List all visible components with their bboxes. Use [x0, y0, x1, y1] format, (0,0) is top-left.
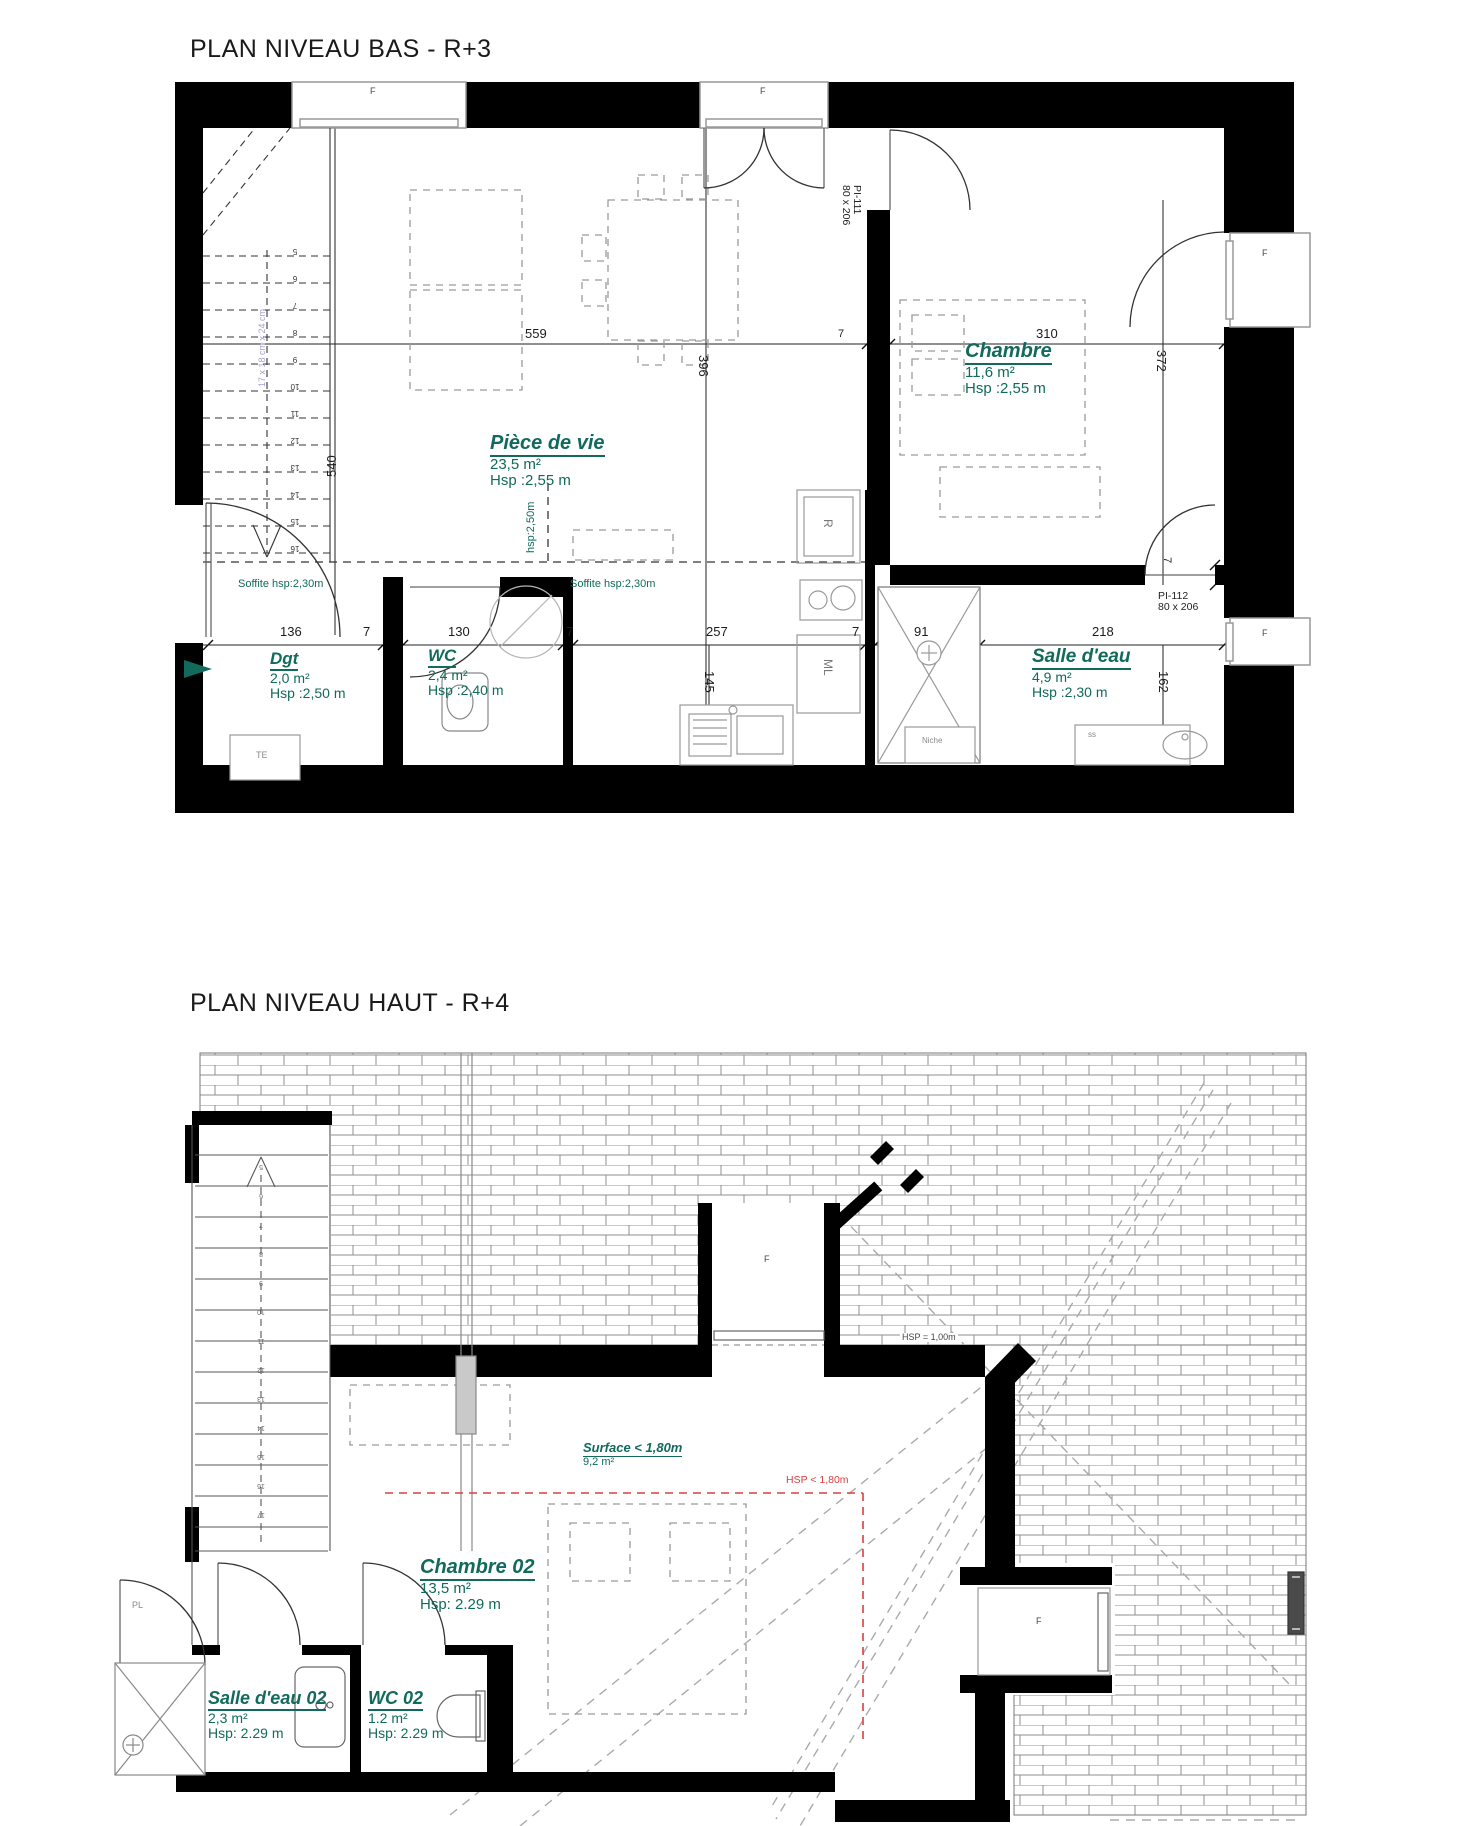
stair-step-number: 7: [259, 1221, 263, 1228]
room-chambre-name: Chambre: [965, 341, 1052, 365]
window-f-right-2: F: [1262, 628, 1269, 638]
soffit-note-left: Soffite hsp:2,30m: [238, 578, 324, 590]
room-salle-eau-name: Salle d'eau: [1032, 647, 1131, 670]
room-wc02-name: WC 02: [368, 1689, 423, 1711]
room-wc: [428, 647, 503, 697]
dim-540: 540: [324, 455, 339, 477]
room-dgt-name: Dgt: [270, 650, 298, 671]
stair-step-number: 5: [259, 1163, 263, 1170]
stair-step-number: 16: [290, 544, 300, 553]
window-f-right-1: F: [1262, 248, 1269, 258]
stair-step-number: 13: [290, 463, 300, 472]
door-tag-pi111-code: PI-111: [851, 185, 863, 215]
stair-step-number: 9: [292, 355, 298, 364]
soffit-note-mid: Soffite hsp:2,30m: [570, 578, 656, 590]
room-ch02-name: Chambre 02: [420, 1557, 535, 1581]
dim-130: 130: [448, 624, 470, 639]
doors-02: [120, 1563, 445, 1665]
dim-145: 145: [702, 671, 717, 693]
dim-559: 559: [525, 326, 547, 341]
stair-step-number: 8: [259, 1250, 263, 1257]
stair-step-number: 10: [290, 382, 300, 391]
room-salle-eau: [1032, 647, 1131, 699]
dim-218: 218: [1092, 624, 1114, 639]
room-ch02-height: Hsp: 2.29 m: [420, 1595, 501, 1613]
stair-step-number: 11: [290, 409, 300, 418]
room-ch02: [420, 1557, 535, 1613]
room-sde02: [208, 1689, 326, 1740]
stair-step-number: 11: [257, 1337, 265, 1344]
stair-step-number: 14: [257, 1424, 265, 1431]
stair-step-number: 7: [292, 301, 298, 310]
door-tag-pi111: [840, 185, 862, 225]
door-tag-pi111-size: 80 x 206: [839, 185, 852, 226]
room-piece-de-vie-name: Pièce de vie: [490, 433, 605, 457]
low-zone-name: Surface < 1,80m: [583, 1440, 683, 1455]
niche-label: Niche: [922, 736, 943, 745]
washer-label: ML: [821, 659, 835, 676]
plan-bas-title: PLAN NIVEAU BAS - R+3: [190, 35, 492, 63]
room-wc-area: 2,4 m²: [428, 666, 468, 683]
dim-396: 396: [696, 355, 711, 377]
dim-257: 257: [706, 624, 728, 639]
plan-bas-drawing: [170, 75, 1350, 820]
room-chambre-area: 11,6 m²: [965, 364, 1015, 381]
dim-136: 136: [280, 624, 302, 639]
stair-step-number: 12: [257, 1366, 265, 1373]
ceiling-height-note: hsp:2,50m: [525, 501, 537, 553]
stair-step-number: 8: [292, 328, 298, 337]
stair-step-number: 13: [257, 1395, 265, 1402]
dim-7-door: 7: [1161, 557, 1173, 564]
room-piece-de-vie: [490, 433, 605, 489]
stair-step-number: 15: [257, 1453, 265, 1460]
room-wc-height: Hsp :2,40 m: [428, 681, 504, 698]
plan-haut-title: PLAN NIVEAU HAUT - R+4: [190, 989, 510, 1017]
room-sde02-area: 2,3 m²: [208, 1709, 248, 1726]
room-wc02: [368, 1689, 443, 1740]
stair-step-number: 16: [257, 1482, 265, 1489]
stair-step-number: 17: [257, 1511, 265, 1518]
stair-step-number: 12: [290, 436, 300, 445]
hsp-100-label: HSP = 1,00m: [902, 1332, 956, 1342]
dim-7-3: 7: [852, 624, 860, 639]
room-dgt: [270, 650, 345, 700]
window-f-top-mid: F: [760, 86, 767, 96]
room-chambre: [965, 341, 1052, 397]
dim-7-2: 7: [566, 624, 574, 639]
dim-162: 162: [1156, 671, 1171, 693]
dormer-window-f: F: [764, 1254, 771, 1264]
dim-7-1: 7: [363, 624, 371, 639]
stair-step-number: 5: [292, 247, 298, 256]
dim-91: 91: [914, 624, 929, 639]
plan-haut-drawing: [100, 1045, 1320, 1826]
stair-step-number: 6: [292, 274, 298, 283]
windows: [292, 82, 1310, 665]
stair-dims-note: 17 x 18 cm x 24 cm: [257, 308, 267, 387]
door-tag-pi112: [1158, 591, 1198, 613]
room-wc02-area: 1.2 m²: [368, 1709, 408, 1726]
doors: [206, 128, 1224, 677]
plan-bas-graphics: [170, 75, 1350, 820]
room-chambre-height: Hsp :2,55 m: [965, 379, 1046, 397]
roof-window-f: F: [1036, 1616, 1043, 1626]
low-zone-area: 9,2 m²: [583, 1455, 615, 1468]
room-dgt-area: 2,0 m²: [270, 669, 310, 686]
room-wc-name: WC: [428, 647, 456, 668]
towel-rail-label: ss: [1088, 730, 1096, 739]
dim-7-top: 7: [838, 328, 845, 340]
room-wc02-height: Hsp: 2.29 m: [368, 1724, 444, 1741]
dim-372: 372: [1154, 350, 1169, 372]
room-sde02-height: Hsp: 2.29 m: [208, 1724, 284, 1741]
stair-step-number: 6: [259, 1192, 263, 1199]
stair-step-number: 9: [259, 1279, 263, 1286]
roof-tiling: [200, 1053, 1306, 1815]
window-f-top-left: F: [370, 86, 377, 96]
stair-step-number: 14: [290, 490, 300, 499]
room-salle-eau-area: 4,9 m²: [1032, 668, 1072, 685]
room-sde02-name: Salle d'eau 02: [208, 1689, 326, 1711]
hsp-low-label: HSP < 1,80m: [786, 1474, 849, 1486]
door-tag-pi112-size: 80 x 206: [1158, 601, 1199, 614]
room-salle-eau-height: Hsp :2,30 m: [1032, 683, 1108, 700]
furniture-outlines-02: [350, 1385, 746, 1714]
room-piece-de-vie-area: 23,5 m²: [490, 456, 541, 473]
door-tag-pi112-code: PI-112: [1158, 590, 1189, 602]
room-piece-de-vie-height: Hsp :2,55 m: [490, 471, 571, 489]
stair-step-number: 15: [290, 517, 300, 526]
fridge-label: R: [821, 519, 835, 528]
low-zone-label: [583, 1441, 682, 1468]
stair-step-number: 10: [257, 1308, 265, 1315]
room-ch02-area: 13,5 m²: [420, 1580, 471, 1597]
placard-label: PL: [132, 1600, 144, 1610]
dim-310: 310: [1036, 326, 1058, 341]
hsp-limit-line: [385, 1493, 863, 1745]
walls: [175, 82, 1294, 813]
te-label: TE: [256, 750, 268, 760]
room-dgt-height: Hsp :2,50 m: [270, 684, 346, 701]
